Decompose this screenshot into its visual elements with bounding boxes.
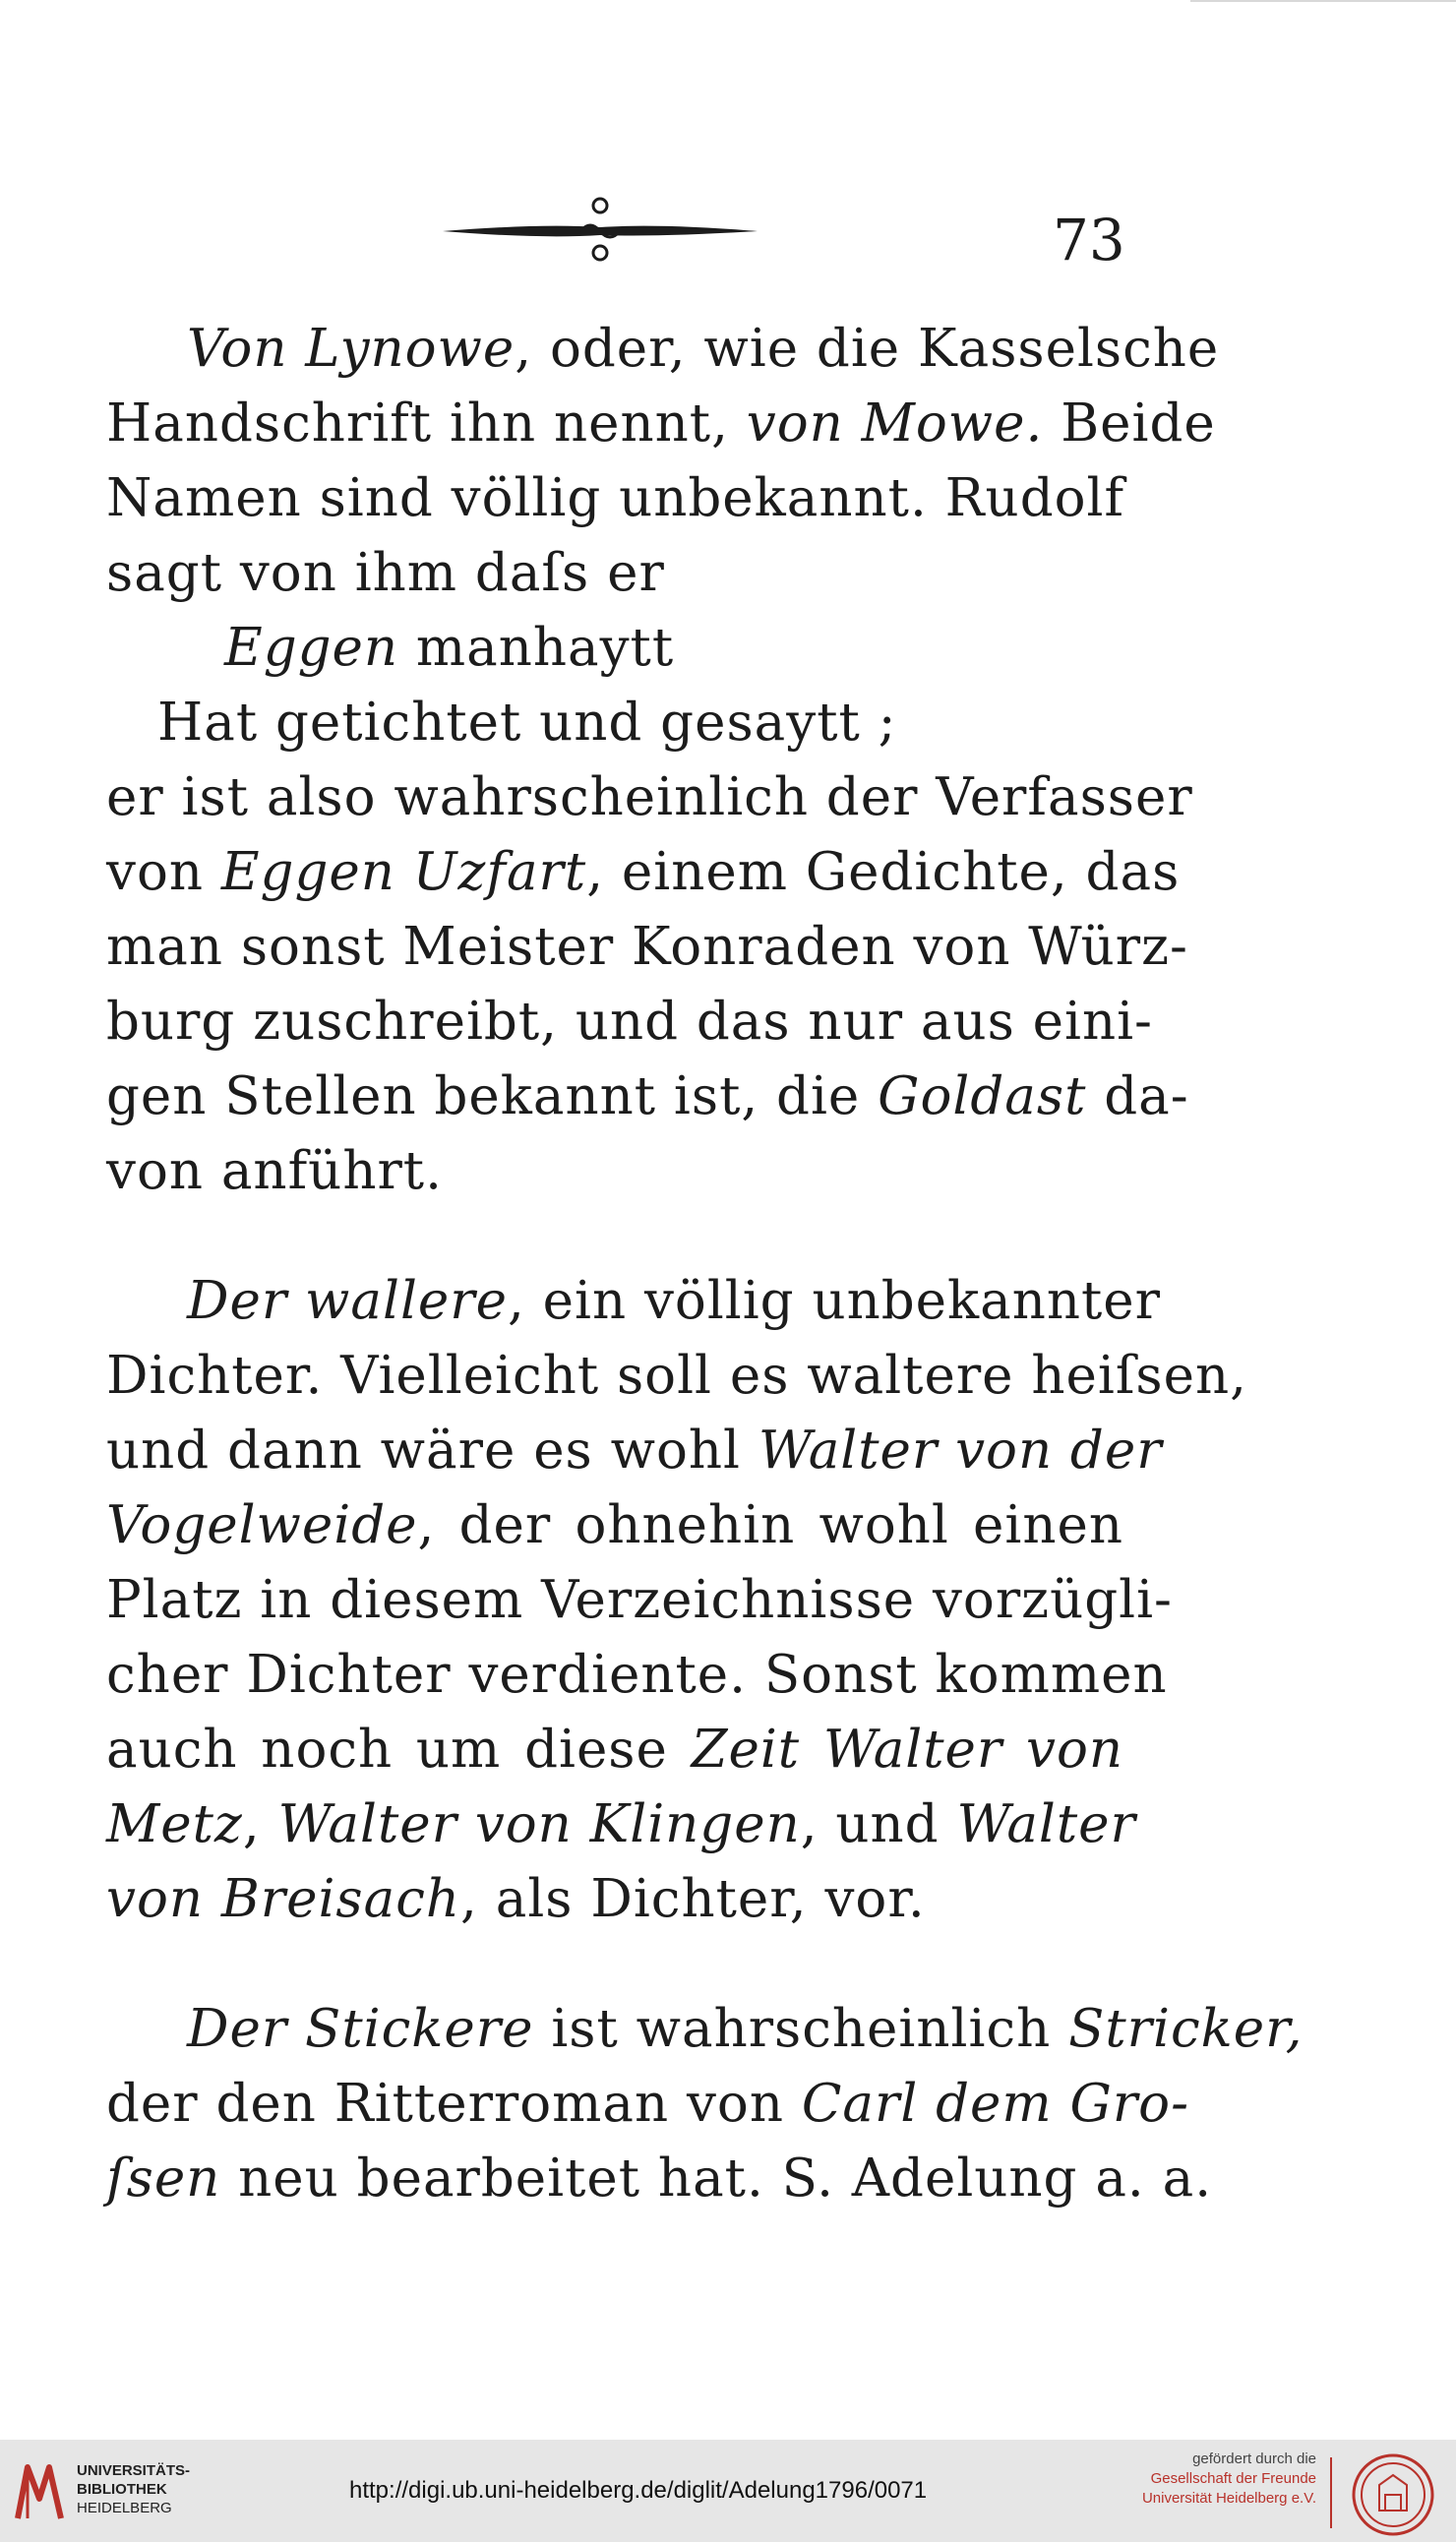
sponsor-label: gefördert durch die xyxy=(1192,2451,1316,2467)
text-segment: Von Lynowe xyxy=(187,319,516,379)
text-segment: Platz in diesem Verzeichnisse vorzügli- xyxy=(106,1570,1173,1630)
text-segment: , der ohnehin wohl einen xyxy=(417,1495,1123,1555)
text-segment: , und xyxy=(800,1794,957,1854)
text-segment: der den Ritterroman von xyxy=(106,2074,802,2134)
text-segment: ſsen xyxy=(106,2149,221,2209)
text-line xyxy=(106,390,1216,458)
text-segment: Eggen Uzfart xyxy=(220,842,587,902)
text-line xyxy=(106,2070,1189,2139)
text-segment: auch noch um diese xyxy=(106,1720,692,1780)
text-line xyxy=(106,539,1123,608)
text-line xyxy=(106,1716,1123,1785)
text-line xyxy=(106,1865,1123,1934)
text-segment: Zeit Walter von xyxy=(691,1720,1123,1780)
text-segment: von anführt. xyxy=(106,1141,443,1201)
text-segment: neu bearbeitet hat. S. Adelung a. a. xyxy=(220,2149,1213,2209)
text-segment: Walter xyxy=(956,1794,1136,1854)
text-segment: sagt von ihm daſs er xyxy=(106,543,665,603)
text-segment: Beide xyxy=(1043,393,1216,454)
text-segment: , als Dichter, vor. xyxy=(460,1869,926,1929)
text-segment: von xyxy=(106,842,221,902)
text-segment: und dann wäre es wohl xyxy=(106,1421,758,1481)
text-line xyxy=(187,315,1220,384)
text-line xyxy=(106,1641,1168,1710)
text-segment: Dichter. Vielleicht soll es waltere heiſsen, xyxy=(106,1346,1247,1406)
university-seal-icon xyxy=(1344,2451,1442,2538)
text-line xyxy=(187,1267,1161,1336)
text-line xyxy=(106,1491,1123,1560)
text-segment: Metz xyxy=(106,1794,243,1854)
text-segment: Walter von der xyxy=(758,1421,1163,1481)
text-segment: Handschrift ihn nennt, xyxy=(106,393,747,454)
library-logo-icon xyxy=(14,2459,67,2522)
text-line xyxy=(187,1995,1304,2064)
text-segment: Eggen xyxy=(224,618,399,678)
text-line xyxy=(106,1342,1247,1411)
text-line xyxy=(106,1790,1136,1859)
text-segment: er ist also wahrscheinlich der Verfasser xyxy=(106,767,1193,827)
text-segment: Hat getichtet und gesaytt ; xyxy=(157,693,897,753)
text-segment: Carl dem Gro- xyxy=(801,2074,1189,2134)
text-line xyxy=(106,763,1193,832)
library-name-line1: UNIVERSITÄTS- xyxy=(77,2462,191,2479)
sponsor-name-line1: Gesellschaft der Freunde xyxy=(1150,2470,1316,2487)
text-line xyxy=(106,1062,1189,1131)
text-segment: Der Stickere xyxy=(187,1999,534,2059)
library-name-line3: HEIDELBERG xyxy=(77,2500,172,2516)
text-segment: Walter von Klingen xyxy=(277,1794,801,1854)
text-segment: manhaytt xyxy=(398,618,675,678)
ornament-divider-icon xyxy=(423,192,777,271)
text-segment: , xyxy=(242,1794,278,1854)
page-number: 73 xyxy=(1053,207,1125,273)
text-segment: , einem Gedichte, das xyxy=(586,842,1181,902)
text-segment: burg zuschreibt, und das nur aus eini- xyxy=(106,992,1153,1052)
text-segment: von Mowe. xyxy=(746,393,1044,454)
permalink-url[interactable]: http://digi.ub.uni-heidelberg.de/diglit/Adelung1796/0071 xyxy=(349,2477,928,2504)
footer-separator xyxy=(1330,2457,1332,2528)
text-segment: gen Stellen bekannt ist, die xyxy=(106,1066,879,1126)
text-segment: von Breisach xyxy=(106,1869,461,1929)
text-segment: , oder, wie die Kasselsche xyxy=(515,319,1220,379)
text-segment: , ein völlig unbekannter xyxy=(507,1271,1161,1331)
text-line xyxy=(106,1137,1123,1206)
text-segment: ist wahrscheinlich xyxy=(533,1999,1069,2059)
text-line xyxy=(224,614,1123,683)
text-segment: da- xyxy=(1086,1066,1189,1126)
text-line xyxy=(106,464,1123,533)
text-line xyxy=(106,988,1153,1057)
sponsor-name-line2: Universität Heidelberg e.V. xyxy=(1141,2490,1316,2507)
text-line xyxy=(106,913,1188,982)
text-segment: cher Dichter verdiente. Sonst kommen xyxy=(106,1645,1168,1705)
text-line xyxy=(106,1417,1163,1485)
text-line xyxy=(106,838,1181,907)
text-segment: Vogelweide xyxy=(106,1495,418,1555)
text-line xyxy=(157,689,1123,757)
footer-bar xyxy=(0,2440,1456,2542)
text-segment: Stricker, xyxy=(1068,1999,1304,2059)
text-segment: Der wallere xyxy=(187,1271,508,1331)
text-line xyxy=(106,1566,1173,1635)
text-line xyxy=(106,2145,1213,2213)
text-segment: Namen sind völlig unbekannt. Rudolf xyxy=(106,468,1125,528)
library-name-line2: BIBLIOTHEK xyxy=(77,2481,167,2498)
sponsor-credit xyxy=(1120,2450,1316,2509)
text-segment: man sonst Meister Konraden von Würz- xyxy=(106,917,1188,977)
library-name xyxy=(77,2461,190,2517)
text-segment: Goldast xyxy=(878,1066,1087,1126)
